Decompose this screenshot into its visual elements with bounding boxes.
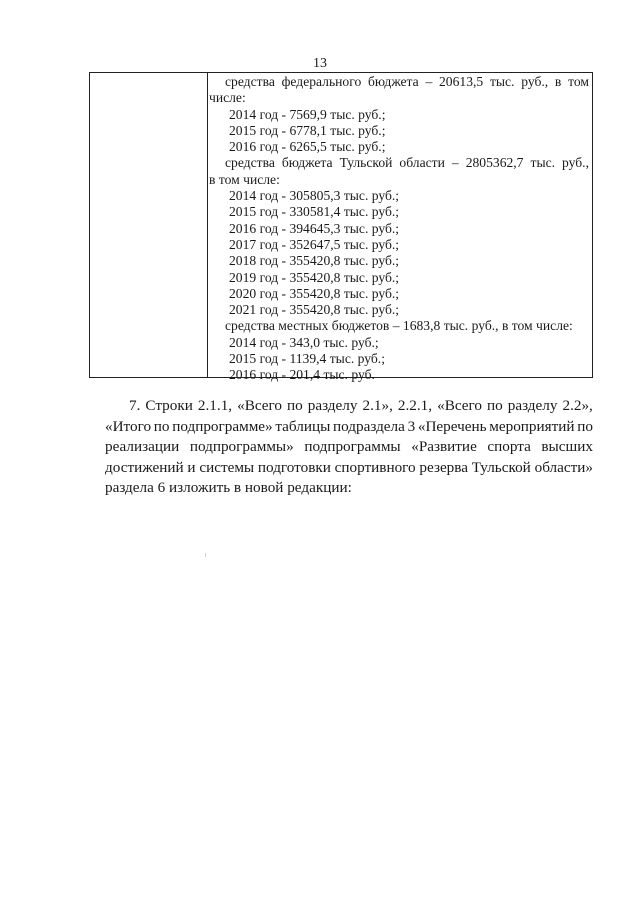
table-line: 2018 год - 355420,8 тыс. руб.; — [229, 253, 400, 269]
word: области — [399, 155, 445, 171]
paragraph-line — [105, 437, 593, 458]
word: 2.2.1, — [397, 397, 433, 414]
word: системы — [199, 458, 255, 476]
word: подпрограммы — [304, 438, 401, 455]
word: тыс. — [530, 155, 556, 171]
word: реализации — [105, 438, 180, 455]
word: руб., — [562, 155, 589, 171]
table-line: 2015 год - 6778,1 тыс. руб.; — [229, 122, 386, 138]
word: разделу — [507, 397, 558, 414]
page-number: 13 — [313, 56, 327, 71]
table-line: 2021 год - 355420,8 тыс. руб.; — [229, 302, 400, 318]
word: 20613,5 — [439, 74, 484, 89]
paragraph-line — [105, 417, 593, 438]
word: Тульской — [339, 155, 393, 171]
word: 7. — [129, 397, 141, 414]
table-line: 2015 год - 330581,4 тыс. руб.; — [229, 204, 400, 220]
table-line: средства местных бюджетов – 1683,8 тыс. руб., в том числе: — [225, 318, 573, 334]
word: и — [187, 458, 196, 476]
paragraph-line — [105, 396, 593, 417]
table-left-cell — [90, 73, 208, 377]
word: 2805362,7 — [465, 155, 524, 171]
word: «Перечень — [417, 417, 487, 435]
budget-table — [89, 72, 593, 383]
table-line: 2017 год - 352647,5 тыс. руб.; — [229, 236, 400, 252]
table-line: 2016 год - 201,4 тыс. руб. — [229, 367, 375, 383]
word: 2.2», — [562, 397, 593, 414]
paragraph-line — [105, 458, 593, 479]
word: области» — [534, 458, 593, 476]
word: разделу — [307, 397, 358, 414]
word: 3 — [407, 417, 416, 435]
word: достижений — [105, 458, 184, 476]
word: Строки — [145, 397, 193, 414]
word: резерва — [419, 458, 468, 476]
table-line — [209, 155, 592, 171]
word: «Итого — [105, 417, 152, 435]
word: средства — [225, 155, 275, 171]
table-line: 2019 год - 355420,8 тыс. руб.; — [229, 269, 400, 285]
word: высших — [541, 438, 593, 455]
table-line: 2016 год - 6265,5 тыс. руб.; — [229, 139, 386, 155]
table-line: в том числе: — [209, 171, 280, 187]
table-line: 2014 год - 343,0 тыс. руб.; — [229, 334, 379, 350]
word: подпрограммы» — [189, 438, 294, 455]
scan-speck — [205, 553, 206, 557]
word: подпрограмме» — [172, 417, 273, 435]
word: по — [577, 417, 593, 435]
table-line: 2015 год - 1139,4 тыс. руб.; — [229, 351, 385, 367]
table-line: 2014 год - 305805,3 тыс. руб.; — [229, 188, 400, 204]
word: 2.1», — [362, 397, 393, 414]
word: подраздела — [333, 417, 405, 435]
table-right-cell — [209, 74, 592, 384]
word: спортивного — [334, 458, 416, 476]
word: по — [486, 397, 503, 414]
word: раздела 6 изложить в новой редакции: — [105, 479, 352, 496]
word: по — [153, 417, 170, 435]
word: тыс. — [489, 74, 515, 89]
table-line — [209, 74, 592, 90]
word: «Всего — [237, 397, 282, 414]
amendment-paragraph — [105, 396, 593, 499]
word: федерального — [281, 74, 362, 89]
word: Тульской — [471, 458, 531, 476]
word: бюджета — [281, 155, 333, 171]
word: руб., — [521, 74, 549, 89]
word: – — [425, 74, 433, 89]
table-line: числе: — [209, 90, 246, 106]
word: по — [286, 397, 303, 414]
word: «Всего — [437, 397, 482, 414]
table-line: 2020 год - 355420,8 тыс. руб.; — [229, 285, 400, 301]
word: таблицы — [275, 417, 331, 435]
paragraph-line — [105, 478, 593, 499]
table-line: 2014 год - 7569,9 тыс. руб.; — [229, 106, 386, 122]
word: в — [554, 74, 562, 89]
word: подготовки — [257, 458, 331, 476]
word: 2.1.1, — [197, 397, 233, 414]
word: средства — [225, 74, 275, 89]
table-line: 2016 год - 394645,3 тыс. руб.; — [229, 220, 400, 236]
word: мероприятий — [489, 417, 575, 435]
word: бюджета — [368, 74, 419, 89]
word: – — [451, 155, 459, 171]
word: спорта — [487, 438, 531, 455]
word: «Развитие — [411, 438, 477, 455]
word: том — [568, 74, 589, 89]
